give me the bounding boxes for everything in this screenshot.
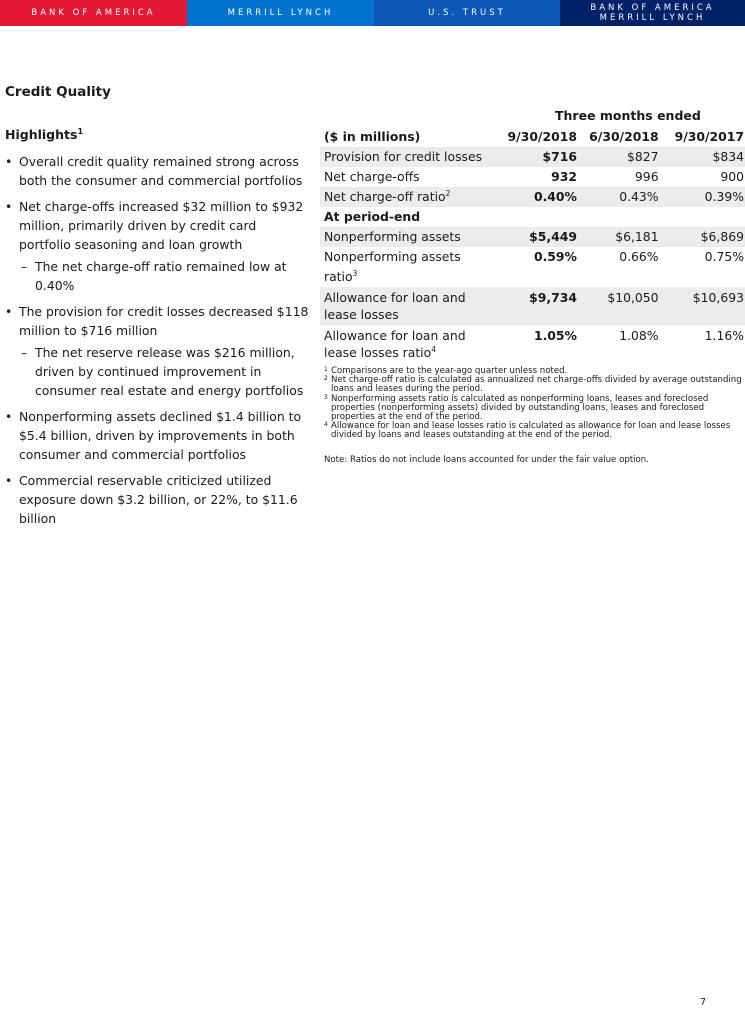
cell-value: $6,181 (579, 227, 661, 247)
units-label: ($ in millions) (324, 129, 421, 144)
table-row (320, 325, 745, 363)
highlights-heading-text: Highlights (5, 127, 78, 143)
highlights-list (5, 152, 310, 535)
cell-value: 0.43% (579, 187, 661, 207)
section-label: At period-end (324, 209, 421, 224)
row-label: Provision for credit losses (320, 147, 497, 167)
footnote-marker: 3 (352, 268, 358, 278)
cell-value: 932 (551, 169, 577, 184)
brand-bofa-merrill-lynch (560, 0, 745, 26)
brand-label: BANK OF AMERICA (31, 8, 156, 18)
cell-value: 1.05% (533, 328, 577, 343)
footnote-marker: 2 (324, 375, 328, 383)
footnote (324, 422, 744, 440)
footnote-marker: 4 (431, 344, 436, 354)
highlight-item: • Net charge-offs increased $32 million to $932 million, primarily driven by credit card portfolio seasoning and loan growth (5, 197, 310, 254)
footnote (324, 395, 744, 423)
highlight-item: • Overall credit quality remained strong across both the consumer and commercial portfolios (5, 152, 310, 190)
cell-value: 900 (720, 169, 744, 184)
table-note: Note: Ratios do not include loans accounted for under the fair value option. (324, 454, 649, 465)
cell-value: $10,050 (579, 287, 661, 325)
footnote-marker: 3 (324, 393, 328, 401)
table-row (320, 287, 745, 325)
footnotes (324, 367, 744, 465)
credit-quality-table (320, 127, 745, 363)
footnote-marker: 1 (77, 127, 84, 136)
row-label-text: Nonperforming assets ratio (324, 249, 461, 284)
brand-us-trust (374, 0, 560, 26)
footnote-marker: 4 (324, 421, 328, 429)
highlight-item: • Commercial reservable criticized utilized exposure down $3.2 billion, or 22%, to $11.6 billion (5, 471, 310, 528)
column-header: 9/30/2017 (674, 129, 744, 144)
cell-value: 0.66% (619, 249, 659, 264)
cell-value: $834 (661, 147, 745, 167)
footnote-text: Nonperforming assets ratio is calculated as nonperforming loans, leases and foreclosed properties (nonperforming assets) divided by outstanding loans, leases and foreclosed properties at the end of the period. (331, 393, 709, 423)
highlight-item: • Nonperforming assets declined $1.4 billion to $5.4 billion, driven by improvements in both consumer and commercial portfolios (5, 407, 310, 464)
column-header: 6/30/2018 (589, 129, 659, 144)
row-label-text: Net charge-off ratio (324, 189, 446, 204)
brand-bank-of-america (0, 0, 187, 26)
row-label (320, 187, 497, 207)
highlight-subitem: – The net charge-off ratio remained low at 0.40% (5, 257, 310, 295)
cell-value: $716 (497, 147, 579, 167)
cell-value: 1.08% (619, 328, 659, 343)
brand-label: U.S. TRUST (428, 8, 506, 18)
cell-value: 0.40% (497, 187, 579, 207)
page-title: Credit Quality (5, 84, 111, 100)
brand-label-line2: MERRILL LYNCH (599, 13, 706, 23)
footnote-marker: 1 (324, 366, 328, 373)
period-header: Three months ended (555, 108, 701, 123)
brand-bar (0, 0, 745, 26)
page-number: 7 (700, 997, 707, 1008)
brand-merrill-lynch (187, 0, 374, 26)
row-label: Nonperforming assets (320, 227, 497, 247)
table-row (320, 247, 745, 287)
cell-value: $827 (579, 147, 661, 167)
cell-value: $5,449 (497, 227, 579, 247)
row-label (320, 247, 497, 287)
row-label: Allowance for loan and lease losses (320, 287, 497, 325)
row-label: Net charge-offs (324, 169, 420, 184)
row-label (320, 325, 497, 363)
footnote-text: Comparisons are to the year-ago quarter unless noted. (331, 366, 568, 376)
cell-value: 1.16% (704, 328, 744, 343)
highlights-heading (5, 127, 83, 142)
cell-value: $9,734 (497, 287, 579, 325)
brand-label: MERRILL LYNCH (227, 8, 334, 18)
column-header: 9/30/2018 (507, 129, 577, 144)
footnote-text: Net charge-off ratio is calculated as annualized net charge-offs divided by average outstanding loans and leases during the period. (331, 375, 742, 395)
footnote-text: Allowance for loan and lease losses ratio is calculated as allowance for loan and lease losses divided by loans and leases outstanding at the end of the period. (331, 421, 731, 441)
table-row (320, 167, 745, 187)
table-row (320, 227, 745, 247)
highlight-subitem: – The net reserve release was $216 million, driven by continued improvement in consumer real estate and energy portfolios (5, 343, 310, 400)
table-row (320, 187, 745, 207)
brand-label-line1: BANK OF AMERICA (590, 3, 715, 13)
highlight-item: • The provision for credit losses decreased $118 million to $716 million (5, 302, 310, 340)
row-label-text: Allowance for loan and lease losses ratio (324, 328, 466, 360)
cell-value: 0.39% (661, 187, 745, 207)
table-row (320, 147, 745, 167)
table-header-row (320, 127, 745, 147)
table-section-row (320, 207, 745, 227)
cell-value: 996 (634, 169, 659, 184)
cell-value: 0.59% (533, 249, 577, 264)
cell-value: $6,869 (661, 227, 745, 247)
footnote (324, 376, 744, 394)
cell-value: 0.75% (704, 249, 744, 264)
footnote-marker: 2 (445, 188, 451, 198)
cell-value: $10,693 (661, 287, 745, 325)
